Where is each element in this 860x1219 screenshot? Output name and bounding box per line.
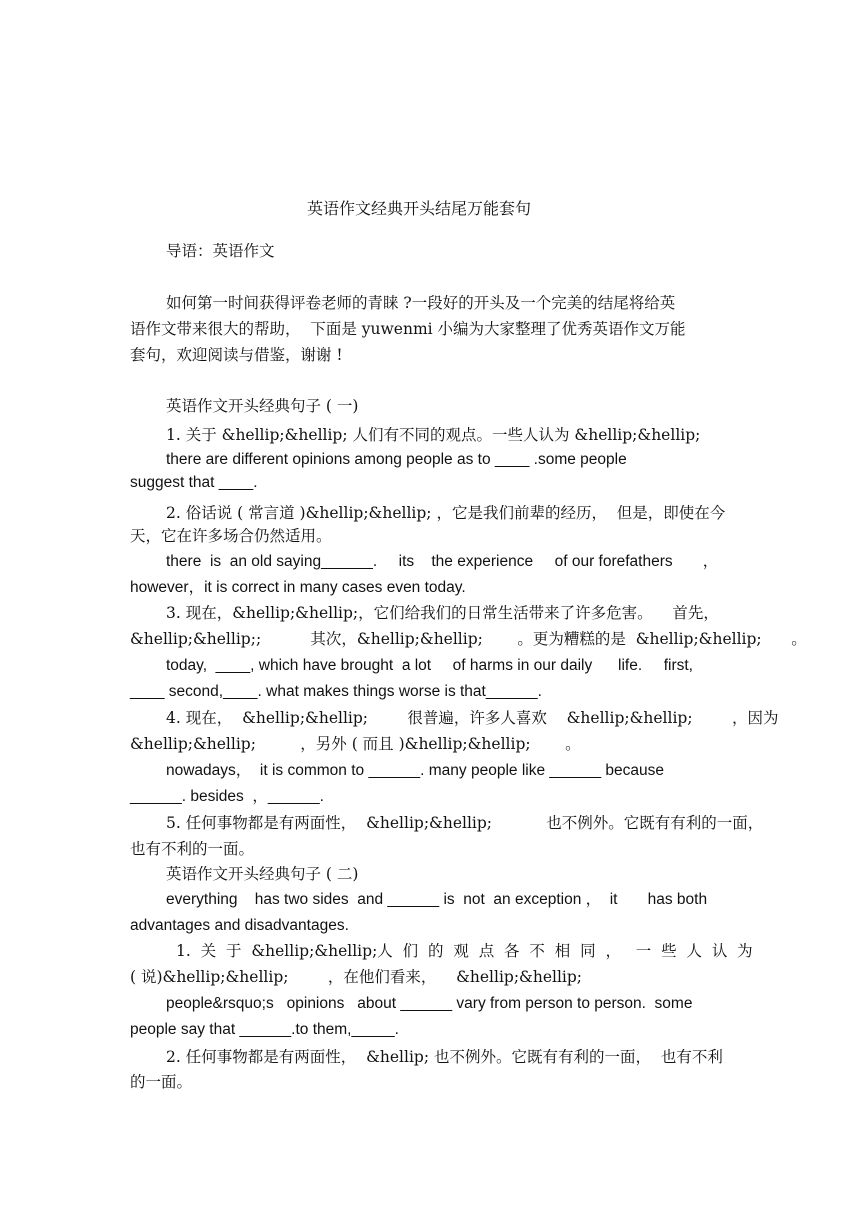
paragraph-line: nowadays， it is common to ______. many people like ______ because <box>166 762 665 779</box>
paragraph-line: 1. 关 于 &hellip;&hellip;人 们 的 观 点 各 不 相 同 ， 一 些 人 认 为 <box>176 942 753 960</box>
lead-line: 导语：英语作文 <box>166 242 275 260</box>
paragraph-line: there are different opinions among people as to ____ .some people <box>166 451 627 468</box>
paragraph-line: 2. 任何事物都是有两面性， &hellip; 也不例外。它既有有利的一面， 也有不利 <box>166 1048 723 1066</box>
paragraph-line: however，it is correct in many cases even today. <box>130 579 466 596</box>
paragraph-line: 也有不利的一面。 <box>130 840 255 858</box>
paragraph-line: 4. 现在， &hellip;&hellip; 很普遍，许多人喜欢 &hellip;&hellip; ，因为 <box>166 709 779 727</box>
paragraph-line: everything has two sides and ______ is not an exception ， it has both <box>166 891 708 908</box>
paragraph-line: there is an old saying______. its the experience of our forefathers ， <box>166 553 719 570</box>
section-heading: 英语作文开头经典句子 ( 一) <box>166 397 359 415</box>
paragraph-line: 5. 任何事物都是有两面性， &hellip;&hellip; 也不例外。它既有有利的一面， <box>166 814 764 832</box>
paragraph-line: 的一面。 <box>130 1073 193 1091</box>
paragraph-line: ______. besides ，______. <box>130 788 324 805</box>
paragraph-line: 1. 关于 &hellip;&hellip; 人们有不同的观点。一些人认为 &hellip;&hellip; <box>166 426 701 444</box>
document-title: 英语作文经典开头结尾万能套句 <box>307 199 532 218</box>
paragraph-line: today, ____, which have brought a lot of harms in our daily life. first, <box>166 657 693 674</box>
paragraph-line: suggest that ____. <box>130 474 258 491</box>
paragraph-line: 2. 俗话说 ( 常言道 )&hellip;&hellip; ，它是我们前辈的经历， 但是，即使在今 <box>166 504 726 522</box>
paragraph-line: &hellip;&hellip; ，另外 ( 而且 )&hellip;&hellip; 。 <box>130 735 581 753</box>
paragraph-line: advantages and disadvantages. <box>130 917 349 934</box>
paragraph-line: &hellip;&hellip;; 其次，&hellip;&hellip; 。更为糟糕的是 &hellip;&hellip; 。 <box>130 630 807 648</box>
intro-line: 如何第一时间获得评卷老师的青睐 ?一段好的开头及一个完美的结尾将给英 <box>166 294 676 312</box>
paragraph-line: ( 说)&hellip;&hellip; ，在他们看来， &hellip;&hellip; <box>130 968 583 986</box>
section-heading: 英语作文开头经典句子 ( 二) <box>166 865 359 883</box>
intro-line: 套句，欢迎阅读与借鉴，谢谢 ! <box>130 346 343 364</box>
intro-line: 语作文带来很大的帮助， 下面是 yuwenmi 小编为大家整理了优秀英语作文万能 <box>130 320 686 338</box>
paragraph-line: people&rsquo;s opinions about ______ vary from person to person. some <box>166 995 693 1012</box>
paragraph-line: people say that ______.to them,_____. <box>130 1021 399 1038</box>
paragraph-line: 天，它在许多场合仍然适用。 <box>130 527 332 545</box>
paragraph-line: ____ second,____. what makes things worse is that______. <box>130 683 542 700</box>
paragraph-line: 3. 现在，&hellip;&hellip;，它们给我们的日常生活带来了许多危害。 首先， <box>166 604 719 622</box>
